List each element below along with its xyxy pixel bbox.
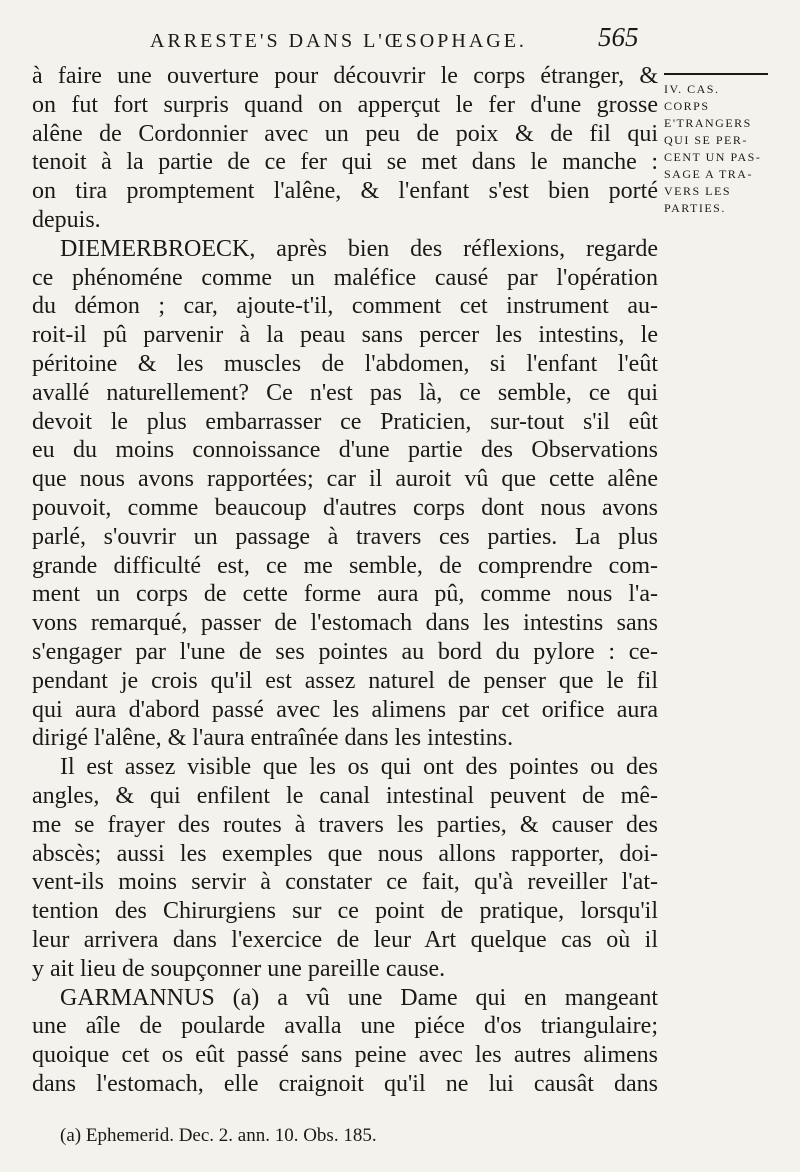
text-line: du démon ; car, ajoute-t'il, comment cet instrument au- — [32, 293, 658, 320]
text-line: on tira promptement l'alêne, & l'enfant s'est bien porté — [32, 178, 658, 205]
body-text — [32, 62, 658, 1099]
text-line: quoique cet os eût passé sans peine avec les autres alimens — [32, 1042, 658, 1069]
text-line: parlé, s'ouvrir un passage à travers ces parties. La plus — [32, 523, 658, 550]
margin-note-line: IV. CAS. — [664, 82, 720, 96]
margin-note-line: QUI SE PER- — [664, 133, 748, 147]
text-line: pendant je crois qu'il est assez naturel de penser que le fil — [32, 667, 658, 694]
text-line: péritoine & les muscles de l'abdomen, si l'enfant l'eût — [32, 350, 658, 377]
text-line: vent-ils moins servir à constater ce fait, qu'à reveiller l'at- — [32, 869, 658, 896]
margin-note-line: VERS LES — [664, 184, 732, 198]
text-line: à faire une ouverture pour découvrir le corps étranger, & — [32, 63, 658, 89]
text-line: tention des Chirurgiens sur ce point de pratique, lorsqu'il — [32, 898, 658, 925]
footnote: (a) Ephemerid. Dec. 2. ann. 10. Obs. 185. — [60, 1125, 377, 1146]
text-line: on fut fort surpris quand on apperçut le fer d'une grosse — [32, 91, 658, 118]
text-line: eu du moins connoissance d'une partie des Observations — [32, 437, 658, 464]
text-line: dans l'estomach, elle craignoit qu'il ne lui causât dans — [32, 1070, 658, 1097]
text-line: devoit le plus embarrasser ce Praticien, sur-tout s'il eût — [32, 408, 658, 435]
text-line: qui aura d'abord passé avec les alimens par cet orifice aura — [32, 696, 658, 723]
margin-note-line: CORPS — [664, 99, 710, 113]
text-line: grande difficulté est, ce me semble, de comprendre com- — [32, 552, 658, 579]
text-line: me se frayer des routes à travers les parties, & causer des — [32, 811, 658, 838]
text-line: que nous avons rapportées; car il auroit vû que cette alêne — [32, 466, 658, 493]
text-line: y ait lieu de soupçonner une pareille cause. — [32, 955, 446, 982]
text-line: ment un corps de cette forme aura pû, comme nous l'a- — [32, 581, 658, 608]
text-line: leur arrivera dans l'exercice de leur Art quelque cas où il — [32, 926, 658, 953]
text-line: s'engager par l'une de ses pointes au bord du pylore : ce- — [32, 638, 658, 665]
text-line: DIEMERBROECK, après bien des réflexions, regarde — [60, 235, 658, 262]
text-line: tenoit à la partie de ce fer qui se met dans le manche : — [32, 149, 658, 176]
text-line: alêne de Cordonnier avec un peu de poix & de fil qui — [32, 120, 658, 147]
margin-note — [664, 73, 768, 217]
text-line: Il est assez visible que les os qui ont des pointes ou des — [60, 754, 658, 781]
margin-note-line: E'TRANGERS — [664, 116, 752, 130]
text-line: angles, & qui enfilent le canal intestinal peuvent de mê- — [32, 782, 658, 809]
margin-note-rule — [664, 73, 768, 75]
text-line: dirigé l'alêne, & l'aura entraînée dans les intestins. — [32, 725, 514, 752]
text-line: depuis. — [32, 206, 101, 233]
text-line: avallé naturellement? Ce n'est pas là, ce semble, ce qui — [32, 379, 658, 406]
text-line: pouvoit, comme beaucoup d'autres corps dont nous avons — [32, 494, 658, 521]
margin-note-line: CENT UN PAS- — [664, 150, 762, 164]
text-line: une aîle de poularde avalla une piéce d'os triangulaire; — [32, 1013, 658, 1040]
margin-note-line: PARTIES. — [664, 201, 726, 215]
running-head: ARRESTE'S DANS L'ŒSOPHAGE. — [150, 30, 527, 52]
text-line: vons remarqué, passer de l'estomach dans les intestins sans — [32, 610, 658, 637]
text-line: ce phénoméne comme un maléfice causé par l'opération — [32, 264, 658, 291]
margin-note-line: SAGE A TRA- — [664, 167, 753, 181]
text-line: abscès; aussi les exemples que nous allons rapporter, doi- — [32, 840, 658, 867]
page-number: 565 — [598, 22, 639, 52]
text-line: GARMANNUS (a) a vû une Dame qui en mangeant — [60, 984, 658, 1011]
text-line: roit-il pû parvenir à la peau sans percer les intestins, le — [32, 322, 658, 349]
